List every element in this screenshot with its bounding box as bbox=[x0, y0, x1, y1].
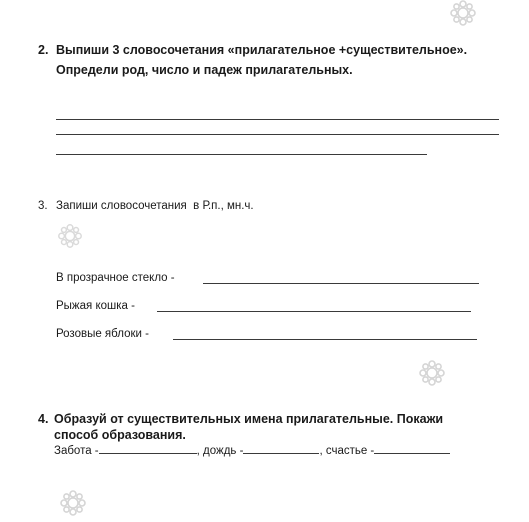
task4-word-2: , дождь - bbox=[196, 445, 244, 457]
answer-line-2[interactable] bbox=[56, 134, 499, 135]
flower-ornament-icon bbox=[56, 222, 84, 250]
flower-ornament-icon bbox=[58, 488, 88, 518]
task4-blank-3[interactable] bbox=[374, 443, 450, 454]
task2-instruction-line2: Определи род, число и падеж прилагательных. bbox=[56, 63, 353, 77]
task3-item-1: В прозрачное стекло - bbox=[56, 272, 175, 284]
task4-blank-2[interactable] bbox=[243, 443, 319, 454]
task4-word-1: Забота - bbox=[54, 445, 99, 457]
answer-line-3[interactable] bbox=[56, 154, 427, 155]
flower-ornament-icon bbox=[448, 0, 478, 28]
task3-answer-line-3[interactable] bbox=[173, 339, 477, 340]
task4-blank-1[interactable] bbox=[99, 443, 197, 454]
task4-instruction-line2: способ образования. bbox=[54, 428, 186, 442]
task3-answer-line-1[interactable] bbox=[203, 283, 479, 284]
task4-instruction-line1: Образуй от существительных имена прилагательные. Покажи bbox=[54, 412, 444, 426]
task4-exercise-row bbox=[54, 443, 450, 459]
task3-number: 3. bbox=[38, 200, 48, 212]
task4-word-3: , счастье - bbox=[319, 445, 375, 457]
flower-ornament-icon bbox=[417, 358, 447, 388]
task3-answer-line-2[interactable] bbox=[157, 311, 471, 312]
answer-line-1[interactable] bbox=[56, 119, 499, 120]
task3-instruction: Запиши словосочетания в Р.п., мн.ч. bbox=[56, 200, 254, 212]
task2-instruction-line1: Выпиши 3 словосочетания «прилагательное +существительное». bbox=[56, 43, 468, 57]
task4-number: 4. bbox=[38, 412, 49, 426]
task3-item-2: Рыжая кошка - bbox=[56, 300, 135, 312]
task2-number: 2. bbox=[38, 43, 49, 57]
task3-item-3: Розовые яблоки - bbox=[56, 328, 149, 340]
